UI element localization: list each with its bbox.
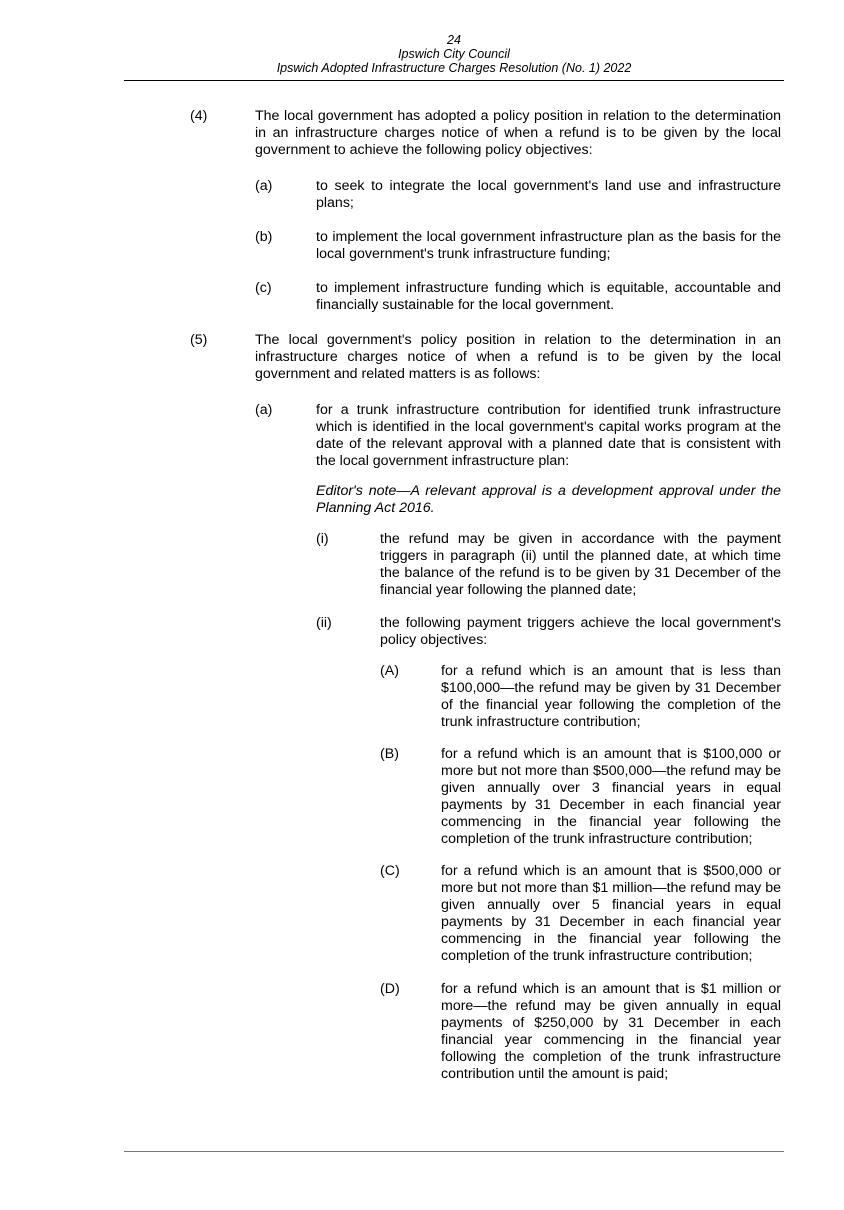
trigger-D-label: (D): [380, 981, 400, 997]
page-number: 24: [447, 33, 461, 47]
editors-note: Editor's note—A relevant approval is a development approval under the Planning Act 2016.: [316, 483, 781, 516]
section-5-label: (5): [190, 332, 208, 348]
trigger-C-label: (C): [380, 863, 400, 879]
section-5a-label: (a): [255, 402, 273, 418]
section-4a-text: to seek to integrate the local government's land use and infrastructure plans;: [316, 178, 781, 211]
section-5a-text: for a trunk infrastructure contribution for identified trunk infrastructure which is identified in the local government's capital works program at the date of the relevant approval with a planned date that is consistent with the local government infrastructure plan:: [316, 402, 781, 469]
section-4-text: The local government has adopted a policy position in relation to the determination in an infrastructure charges notice of when a refund is to be given by the local government to achieve the following policy objectives:: [255, 108, 781, 158]
section-5a-ii-text: the following payment triggers achieve the local government's policy objectives:: [380, 615, 781, 648]
trigger-A-text: for a refund which is an amount that is less than $100,000—the refund may be given by 31 December of the financial year following the completion of the trunk infrastructure contribution;: [441, 663, 781, 730]
section-4a-label: (a): [255, 178, 273, 194]
trigger-B-label: (B): [380, 746, 399, 762]
page-header: [124, 33, 784, 75]
footer-rule: [124, 1151, 784, 1152]
section-5a-ii-label: (ii): [316, 615, 332, 631]
trigger-A-label: (A): [380, 663, 399, 679]
section-4c-text: to implement infrastructure funding which is equitable, accountable and financially sustainable for the local government.: [316, 280, 781, 313]
trigger-C-text: for a refund which is an amount that is $500,000 or more but not more than $1 million—the refund may be given annually over 5 financial years in equal payments by 31 December in each financial year commencing in the financial year following the completion of the trunk infrastructure contribution;: [441, 863, 781, 964]
header-document-title: Ipswich Adopted Infrastructure Charges Resolution (No. 1) 2022: [276, 61, 632, 75]
trigger-D-text: for a refund which is an amount that is $1 million or more—the refund may be given annually in equal payments of $250,000 by 31 December in each financial year commencing in the financial year following the completion of the trunk infrastructure contribution until the amount is paid;: [441, 981, 781, 1082]
header-organisation: Ipswich City Council: [398, 47, 510, 61]
section-4b-label: (b): [255, 229, 273, 245]
section-5-text: The local government's policy position in relation to the determination in an infrastructure charges notice of when a refund is to be given by the local government and related matters is as follows:: [255, 332, 781, 382]
header-rule: [124, 80, 784, 81]
section-5a-i-label: (i): [316, 531, 329, 547]
trigger-B-text: for a refund which is an amount that is $100,000 or more but not more than $500,000—the refund may be given annually over 3 financial years in equal payments by 31 December in each financial year commencing in the financial year following the completion of the trunk infrastructure contribution;: [441, 746, 781, 847]
section-4c-label: (c): [255, 280, 272, 296]
section-4b-text: to implement the local government infrastructure plan as the basis for the local government's trunk infrastructure funding;: [316, 229, 781, 262]
section-4-label: (4): [190, 108, 208, 124]
section-5a-i-text: the refund may be given in accordance with the payment triggers in paragraph (ii) until the planned date, at which time the balance of the refund is to be given by 31 December of the financial year following the planned date;: [380, 531, 781, 598]
